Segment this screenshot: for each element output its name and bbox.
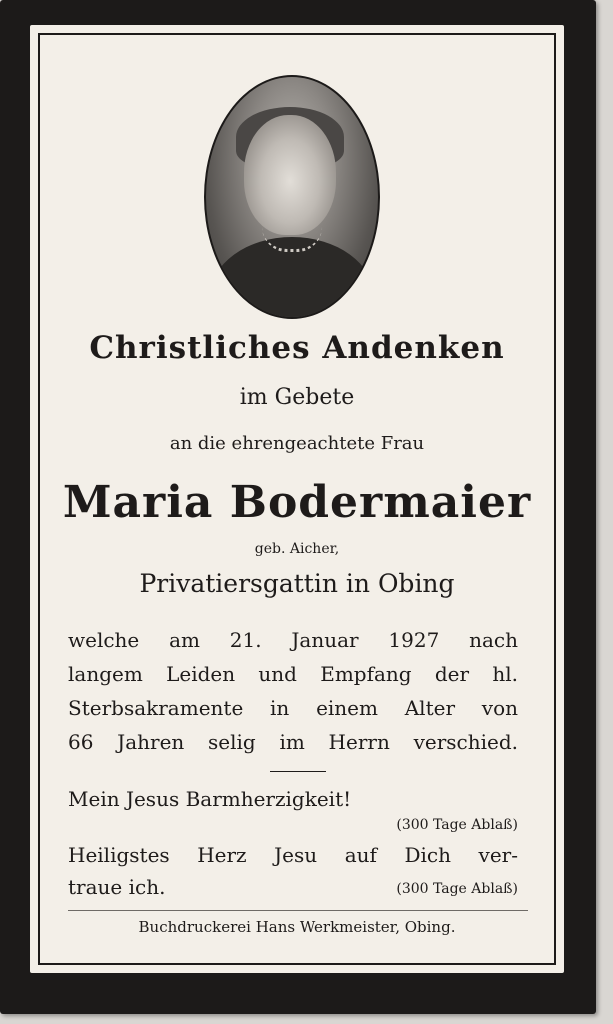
prayer-2-line-1: Heiligstes Herz Jesu auf Dich ver- (68, 843, 518, 867)
card-subtitle: im Gebete (239, 385, 355, 410)
printer-credit: Buchdruckerei Hans Werkmeister, Obing. (138, 918, 456, 936)
indulgence-note-2: (300 Tage Ablaß) (396, 881, 518, 897)
indulgence-note-1: (300 Tage Ablaß) (396, 817, 518, 833)
portrait-face (244, 115, 336, 235)
maiden-name: geb. Aicher, (254, 541, 340, 557)
portrait-photo (204, 75, 380, 319)
section-divider (270, 771, 326, 772)
obituary-text (68, 623, 518, 759)
prayer-2-line-2: traue ich. (68, 875, 166, 899)
obituary-line: 66 Jahren selig im Herrn verschied. (68, 730, 518, 754)
deceased-name: Maria Bodermaier (62, 477, 532, 528)
occupation-line: Privatiersgattin in Obing (139, 569, 455, 598)
card-title: Christliches Andenken (89, 330, 505, 366)
footer-rule (68, 910, 528, 911)
prayer-1: Mein Jesus Barmherzigkeit! (68, 787, 352, 811)
obituary-line: langem Leiden und Empfang der hl. (68, 662, 518, 686)
obituary-line: Sterbsakramente in einem Alter von (68, 696, 518, 720)
obituary-line: welche am 21. Januar 1927 nach (68, 628, 518, 652)
card-paper (30, 25, 564, 973)
dedication-line: an die ehrengeachtete Frau (169, 433, 425, 454)
